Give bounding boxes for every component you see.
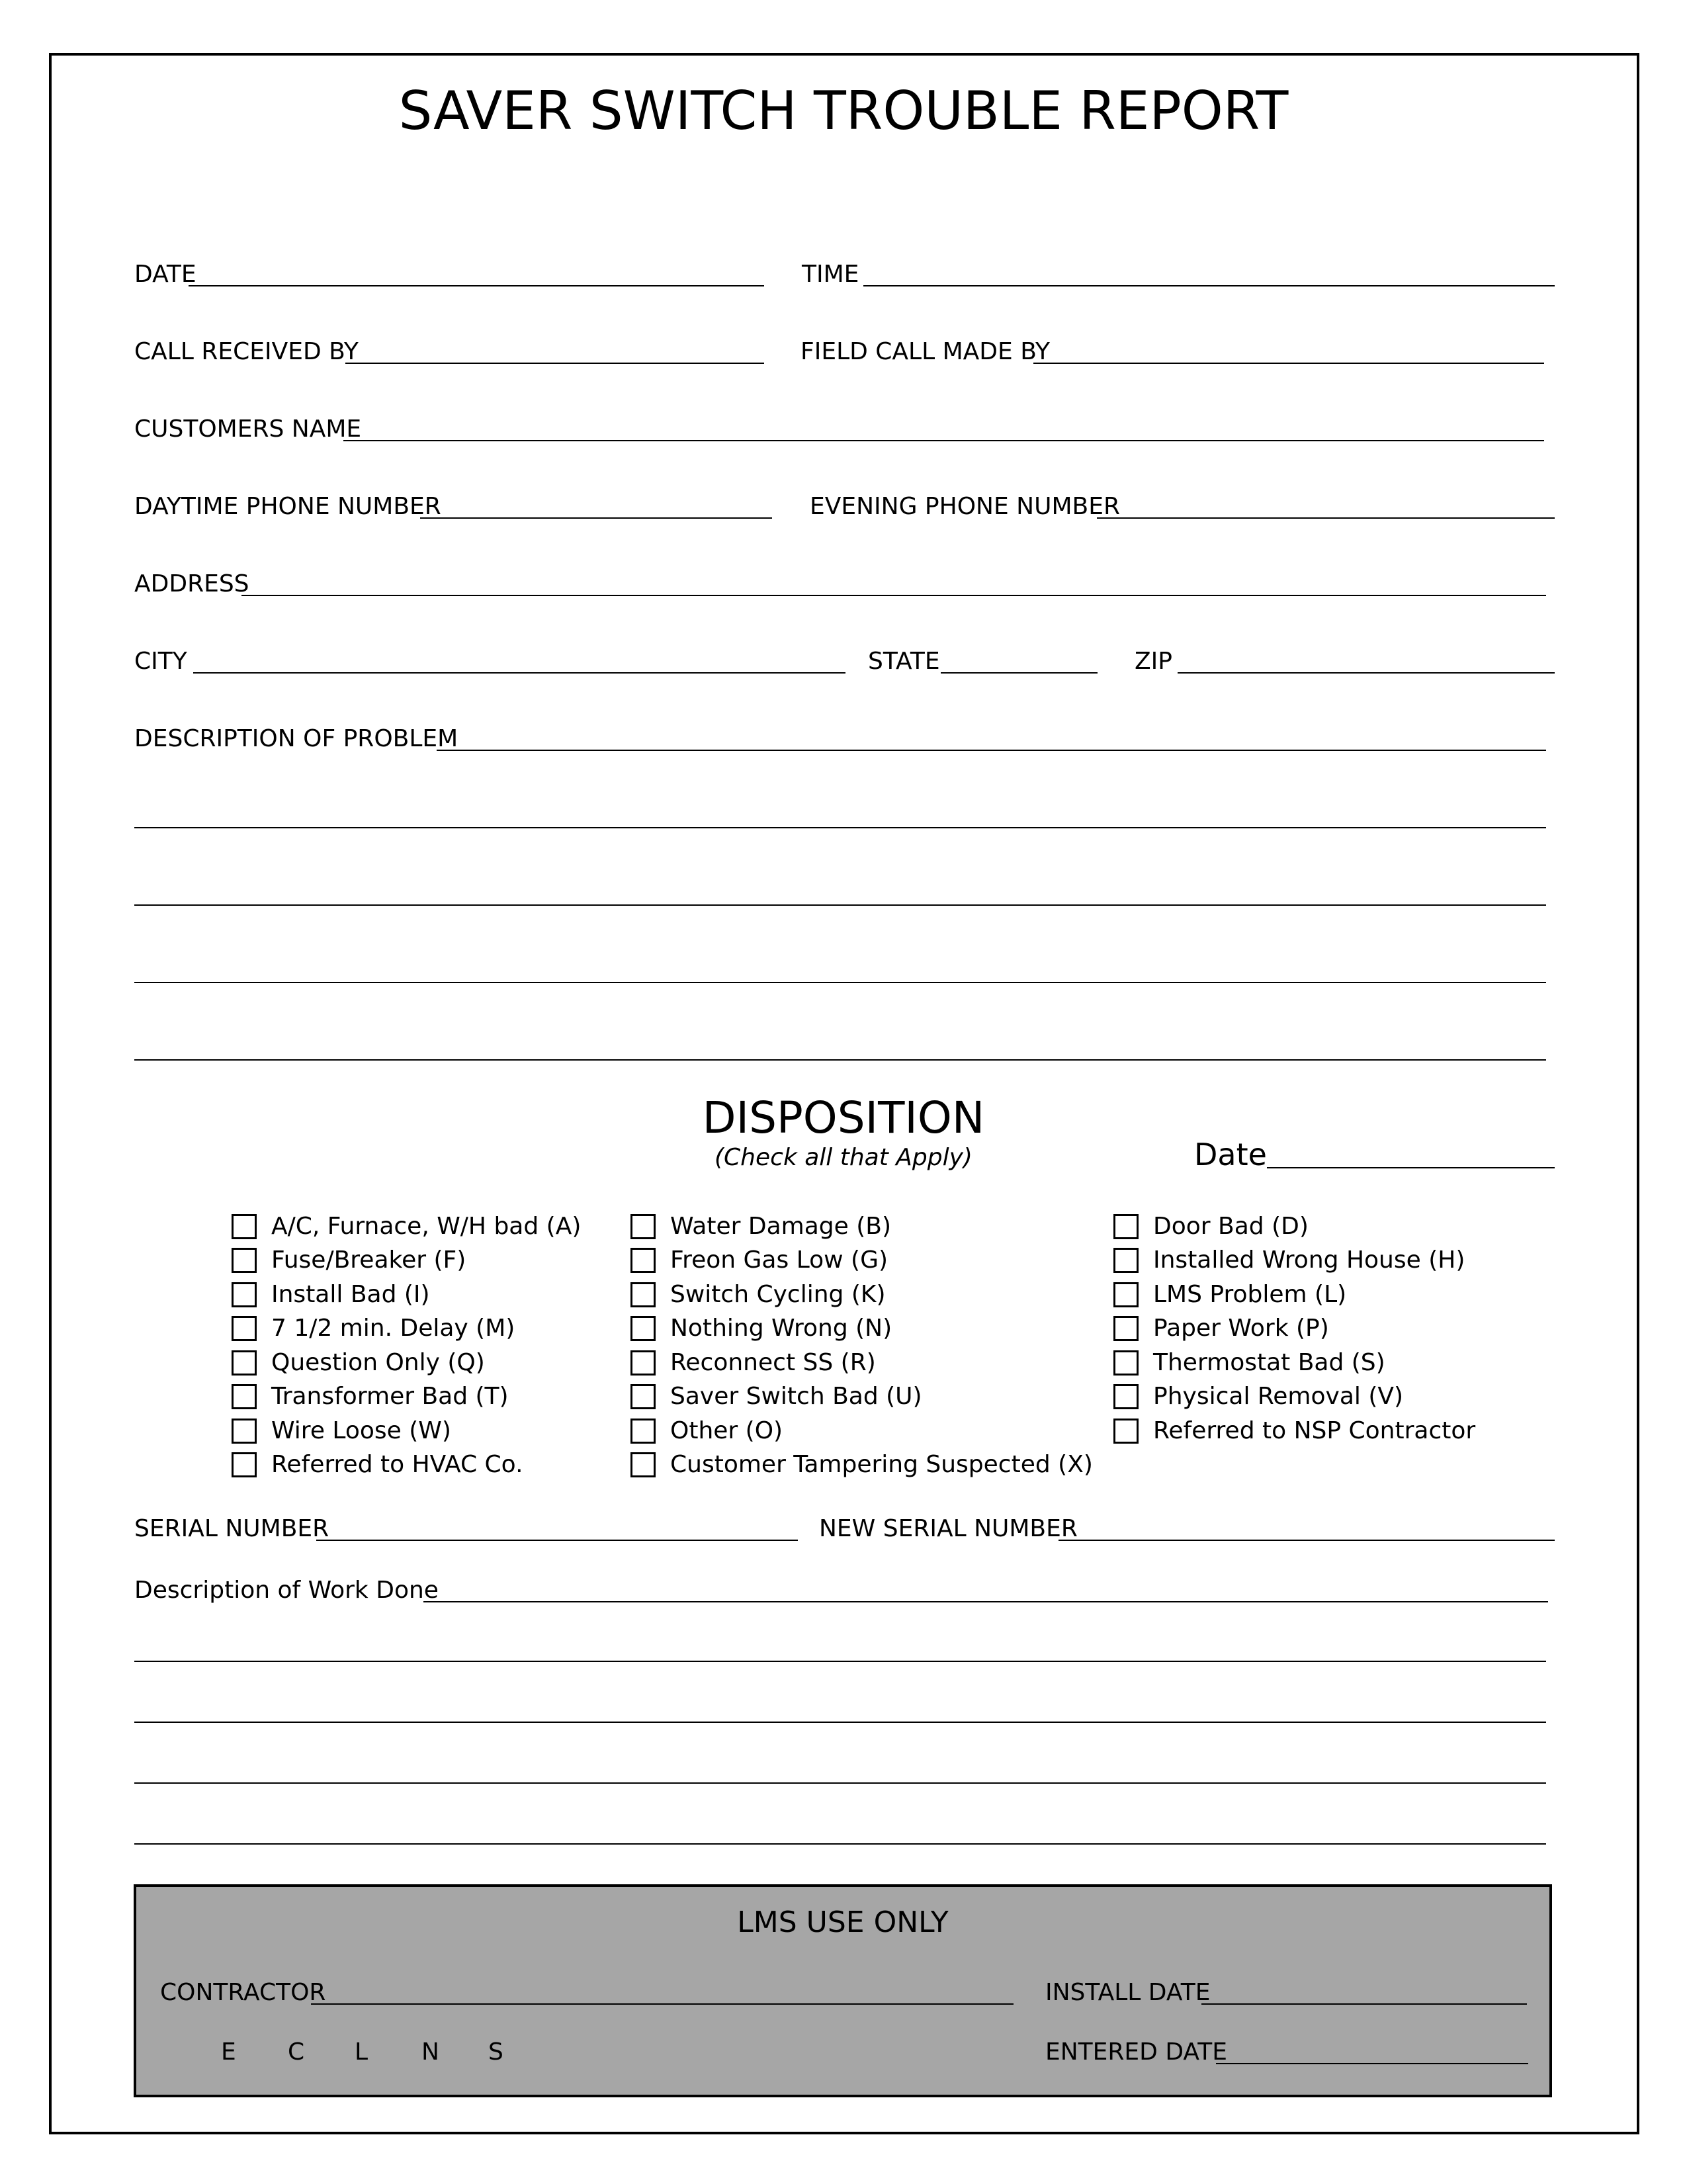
daytime-phone-label: DAYTIME PHONE NUMBER: [134, 493, 441, 520]
code-letter[interactable]: N: [421, 2038, 439, 2066]
disposition-option[interactable]: [232, 1244, 581, 1278]
description-line[interactable]: [134, 1059, 1546, 1061]
state-label: STATE: [868, 648, 940, 675]
disposition-option-label: Saver Switch Bad (U): [670, 1383, 922, 1411]
contractor-label: CONTRACTOR: [160, 1979, 326, 2006]
disposition-option-label: Install Bad (I): [271, 1280, 430, 1308]
field-call-made-by-field[interactable]: [1033, 363, 1544, 364]
checkbox[interactable]: [630, 1384, 656, 1409]
disposition-option[interactable]: [232, 1209, 581, 1244]
daytime-phone-field[interactable]: [420, 517, 772, 519]
disposition-option[interactable]: [630, 1209, 1093, 1244]
city-field[interactable]: [193, 672, 845, 674]
work-done-line[interactable]: [134, 1722, 1546, 1723]
disposition-option[interactable]: [232, 1414, 581, 1448]
description-line[interactable]: [134, 904, 1546, 906]
disposition-option-label: 7 1/2 min. Delay (M): [271, 1315, 515, 1342]
checkbox[interactable]: [232, 1350, 257, 1376]
disposition-option[interactable]: [1113, 1244, 1475, 1278]
customers-name-label: CUSTOMERS NAME: [134, 415, 362, 443]
work-done-label: Description of Work Done: [134, 1577, 439, 1604]
disposition-option-label: Physical Removal (V): [1153, 1383, 1404, 1411]
disposition-option[interactable]: [232, 1312, 581, 1346]
disposition-option[interactable]: [630, 1278, 1093, 1312]
disposition-option[interactable]: [630, 1346, 1093, 1380]
checkbox[interactable]: [1113, 1350, 1139, 1376]
disposition-date-label: Date: [1194, 1137, 1267, 1172]
disposition-option-label: Fuse/Breaker (F): [271, 1246, 466, 1274]
disposition-option-label: Customer Tampering Suspected (X): [670, 1451, 1093, 1479]
city-label: CITY: [134, 648, 187, 675]
zip-label: ZIP: [1135, 648, 1172, 675]
contractor-code-letters: [221, 2038, 555, 2067]
new-serial-number-field[interactable]: [1059, 1540, 1555, 1541]
disposition-option[interactable]: [630, 1312, 1093, 1346]
disposition-option[interactable]: [1113, 1414, 1475, 1448]
checkbox[interactable]: [1113, 1384, 1139, 1409]
checkbox[interactable]: [232, 1316, 257, 1341]
field-call-made-by-label: FIELD CALL MADE BY: [800, 338, 1050, 365]
checkbox[interactable]: [1113, 1282, 1139, 1307]
disposition-option-label: Question Only (Q): [271, 1348, 485, 1376]
disposition-option[interactable]: [630, 1414, 1093, 1448]
entered-date-field[interactable]: [1216, 2063, 1528, 2064]
checkbox[interactable]: [630, 1452, 656, 1477]
disposition-option-label: Switch Cycling (K): [670, 1280, 886, 1308]
disposition-option-label: Nothing Wrong (N): [670, 1315, 892, 1342]
disposition-option-label: Reconnect SS (R): [670, 1348, 876, 1376]
date-field[interactable]: [189, 285, 764, 286]
description-line[interactable]: [134, 982, 1546, 983]
checkbox[interactable]: [630, 1248, 656, 1273]
call-received-by-field[interactable]: [345, 363, 764, 364]
work-done-line[interactable]: [134, 1843, 1546, 1845]
disposition-column-3: [1113, 1209, 1475, 1448]
code-letter[interactable]: C: [288, 2038, 305, 2066]
disposition-option-label: Referred to NSP Contractor: [1153, 1417, 1476, 1444]
checkbox[interactable]: [232, 1248, 257, 1273]
serial-number-field[interactable]: [316, 1540, 798, 1541]
checkbox[interactable]: [630, 1316, 656, 1341]
disposition-option-label: Other (O): [670, 1417, 783, 1444]
evening-phone-label: EVENING PHONE NUMBER: [810, 493, 1120, 520]
disposition-option-label: Water Damage (B): [670, 1212, 892, 1240]
checkbox[interactable]: [630, 1419, 656, 1444]
zip-field[interactable]: [1178, 672, 1555, 674]
disposition-option-label: Thermostat Bad (S): [1153, 1348, 1385, 1376]
disposition-column-2: [630, 1209, 1093, 1482]
checkbox[interactable]: [232, 1419, 257, 1444]
state-field[interactable]: [941, 672, 1098, 674]
disposition-option[interactable]: [1113, 1380, 1475, 1415]
disposition-subtitle: (Check all that Apply): [714, 1144, 973, 1171]
checkbox[interactable]: [232, 1214, 257, 1239]
disposition-option-label: Transformer Bad (T): [271, 1383, 509, 1411]
new-serial-number-label: NEW SERIAL NUMBER: [819, 1515, 1078, 1542]
evening-phone-field[interactable]: [1097, 517, 1555, 519]
checkbox[interactable]: [1113, 1316, 1139, 1341]
work-done-line[interactable]: [134, 1782, 1546, 1784]
disposition-option-label: Installed Wrong House (H): [1153, 1246, 1465, 1274]
checkbox[interactable]: [630, 1282, 656, 1307]
disposition-option[interactable]: [232, 1278, 581, 1312]
disposition-option[interactable]: [1113, 1278, 1475, 1312]
entered-date-label: ENTERED DATE: [1045, 2038, 1227, 2066]
checkbox[interactable]: [1113, 1214, 1139, 1239]
work-done-line[interactable]: [423, 1601, 1548, 1602]
install-date-field[interactable]: [1201, 2003, 1527, 2005]
checkbox[interactable]: [630, 1350, 656, 1376]
code-letter[interactable]: L: [355, 2038, 368, 2066]
description-line[interactable]: [134, 827, 1546, 828]
form-title: SAVER SWITCH TROUBLE REPORT: [398, 80, 1289, 142]
lms-title: LMS USE ONLY: [737, 1905, 949, 1939]
checkbox[interactable]: [1113, 1248, 1139, 1273]
code-letter[interactable]: S: [488, 2038, 503, 2066]
customers-name-field[interactable]: [343, 440, 1544, 441]
checkbox[interactable]: [630, 1214, 656, 1239]
description-line[interactable]: [437, 750, 1546, 751]
disposition-date-field[interactable]: [1267, 1167, 1555, 1168]
checkbox[interactable]: [1113, 1419, 1139, 1444]
disposition-option[interactable]: [630, 1380, 1093, 1415]
disposition-option-label: Paper Work (P): [1153, 1315, 1329, 1342]
contractor-field[interactable]: [311, 2003, 1014, 2005]
disposition-option-label: Referred to HVAC Co.: [271, 1451, 523, 1479]
disposition-option[interactable]: [630, 1448, 1093, 1483]
code-letter[interactable]: E: [221, 2038, 236, 2066]
serial-number-label: SERIAL NUMBER: [134, 1515, 329, 1542]
lms-use-only-box: [134, 1884, 1552, 2097]
disposition-option[interactable]: [232, 1346, 581, 1380]
address-label: ADDRESS: [134, 570, 249, 597]
address-field[interactable]: [241, 595, 1546, 596]
disposition-title: DISPOSITION: [702, 1092, 985, 1143]
disposition-option-label: Wire Loose (W): [271, 1417, 451, 1444]
disposition-option[interactable]: [1113, 1312, 1475, 1346]
disposition-option[interactable]: [232, 1448, 581, 1483]
work-done-line[interactable]: [134, 1661, 1546, 1662]
call-received-by-label: CALL RECEIVED BY: [134, 338, 359, 365]
disposition-option[interactable]: [1113, 1209, 1475, 1244]
install-date-label: INSTALL DATE: [1045, 1979, 1211, 2006]
checkbox[interactable]: [232, 1282, 257, 1307]
date-label: DATE: [134, 261, 196, 288]
disposition-option[interactable]: [630, 1244, 1093, 1278]
disposition-option-label: Freon Gas Low (G): [670, 1246, 888, 1274]
time-field[interactable]: [863, 285, 1555, 286]
time-label: TIME: [802, 261, 859, 288]
checkbox[interactable]: [232, 1452, 257, 1477]
disposition-option[interactable]: [232, 1380, 581, 1415]
disposition-option-label: LMS Problem (L): [1153, 1280, 1347, 1308]
description-of-problem-label: DESCRIPTION OF PROBLEM: [134, 725, 458, 752]
disposition-option-label: Door Bad (D): [1153, 1212, 1309, 1240]
disposition-option-label: A/C, Furnace, W/H bad (A): [271, 1212, 582, 1240]
disposition-column-1: [232, 1209, 581, 1482]
checkbox[interactable]: [232, 1384, 257, 1409]
disposition-option[interactable]: [1113, 1346, 1475, 1380]
